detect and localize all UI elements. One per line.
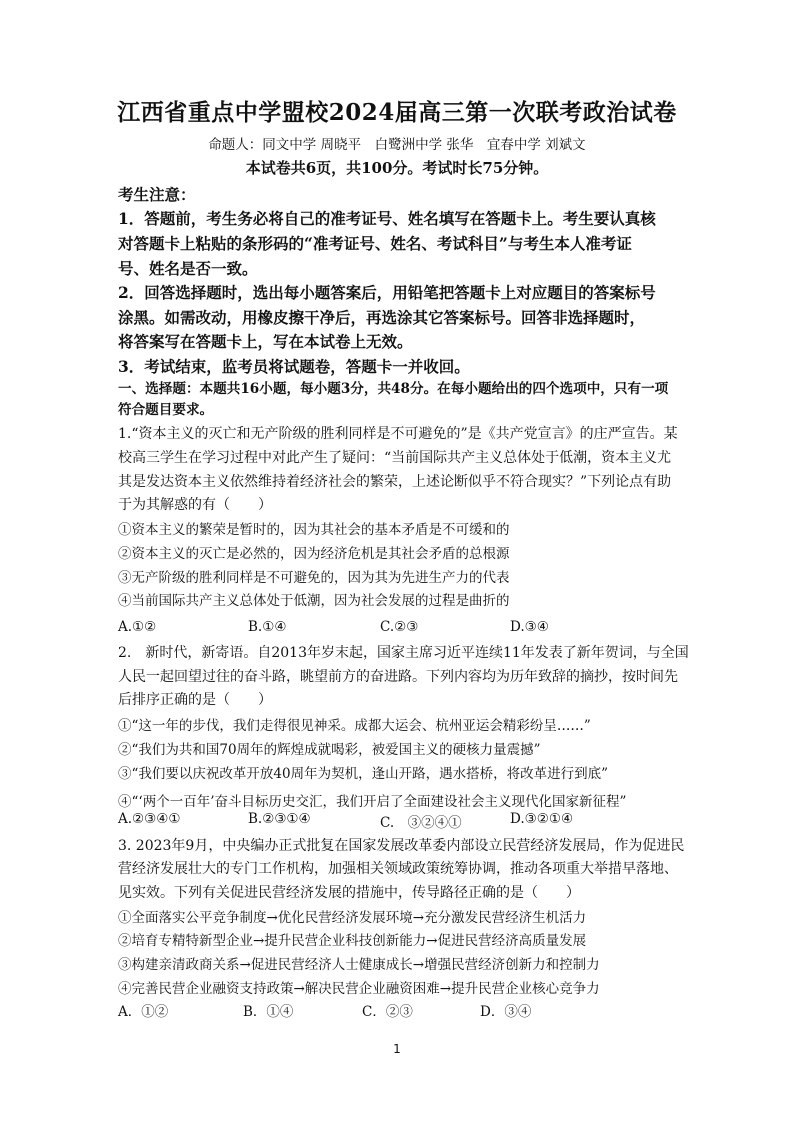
notice-line: 将答案写在答题卡上，写在本试卷上无效。 <box>118 332 413 351</box>
question-2-option: ④“‘两个一百年’奋斗目标历史交汇，我们开启了全面建设社会主义现代化国家新征程” <box>118 794 627 810</box>
question-1-stem: 于为其解惑的有（ ） <box>118 497 272 513</box>
section-heading: 一、选择题：本题共16小题，每小题3分，共48分。在每小题给出的四个选项中，只有一项 <box>118 381 669 397</box>
question-3-option: ②培育专精特新型企业→提升民营企业科技创新能力→促进民营经济高质量发展 <box>118 933 587 949</box>
question-2-stem: 人民一起回望过往的奋斗路，眺望前方的奋进路。下列内容均为历年致辞的摘抄，按时间先 <box>118 669 678 685</box>
choice-a: A.②③④① <box>118 811 181 827</box>
notice-heading: 考生注意： <box>118 185 196 204</box>
choice-c: C.②③ <box>380 619 419 635</box>
question-2-option: ③“我们要以庆祝改革开放40周年为契机，逢山开路，遇水搭桥，将改革进行到底” <box>118 766 608 782</box>
choice-a: A．①② <box>118 1004 169 1020</box>
question-2-stem: 后排序正确的是（ ） <box>118 692 272 708</box>
exam-info: 本试卷共6页，共100分。考试时长75分钟。 <box>245 159 549 177</box>
question-1-option: ②资本主义的灭亡是必然的，因为经济危机是其社会矛盾的总根源 <box>118 546 510 562</box>
choice-d: D.③②①④ <box>510 811 574 827</box>
question-3-stem: 见实效。下列有关促进民营经济发展的措施中，传导路径正确的是（ ） <box>118 885 580 901</box>
question-2-stem: 2. 新时代，新寄语。自2013年岁末起，国家主席习近平连续11年发表了新年贺词，与全国 <box>118 645 689 661</box>
page-number: 1 <box>393 1042 401 1056</box>
question-2-option: ②“我们为共和国70周年的辉煌成就喝彩，被爱国主义的硬核力量震撼” <box>118 742 541 758</box>
question-3-stem: 3. 2023年9月，中央编办正式批复在国家发展改革委内部设立民营经济发展局，作为促进民 <box>118 838 685 854</box>
choice-d: D．③④ <box>480 1004 532 1020</box>
question-1-option: ①资本主义的繁荣是暂时的，因为其社会的基本矛盾是不可缓和的 <box>118 522 510 538</box>
notice-line: 1．答题前，考生务必将自己的准考证号、姓名填写在答题卡上。考生要认真核 <box>118 209 656 228</box>
notice-line: 对答题卡上粘贴的条形码的“准考证号、姓名、考试科目”与考生本人准考证 <box>118 234 632 253</box>
notice-line: 2．回答选择题时，选出每小题答案后，用铅笔把答题卡上对应题目的答案标号 <box>118 283 656 302</box>
question-3-option: ①全面落实公平竞争制度→优化民营经济发展环境→充分激发民营经济生机活力 <box>118 910 587 926</box>
exam-title: 江西省重点中学盟校2024届高三第一次联考政治试卷 <box>117 99 677 126</box>
question-3-stem: 营经济发展壮大的专门工作机构，加强相关领域政策统筹协调，推动各项重大举措早落地、 <box>118 861 678 877</box>
notice-line: 涂黑。如需改动，用橡皮擦干净后，再选涂其它答案标号。回答非选择题时， <box>118 308 646 327</box>
notice-line: 号、姓名是否一致。 <box>118 259 258 278</box>
choice-c: C．②③ <box>362 1004 413 1020</box>
choice-a: A.①② <box>118 619 157 635</box>
question-1-option: ③无产阶级的胜利同样是不可避免的，因为其为先进生产力的代表 <box>118 570 510 586</box>
question-3-option: ③构建亲清政商关系→促进民营经济人士健康成长→增强民营经济创新力和控制力 <box>118 957 600 973</box>
question-1-stem: 1.“资本主义的灭亡和无产阶级的胜利同样是不可避免的”是《共产党宣言》的庄严宣告。某 <box>118 426 678 442</box>
choice-c: C. ③②④① <box>380 815 462 831</box>
notice-line: 3．考试结束，监考员将试题卷，答题卡一并收回。 <box>118 357 470 376</box>
exam-authors: 命题人：同文中学 周晓平 白鹭洲中学 张华 宜春中学 刘斌文 <box>208 137 586 153</box>
question-1-option: ④当前国际共产主义总体处于低潮，因为社会发展的过程是曲折的 <box>118 593 510 609</box>
section-heading: 符合题目要求。 <box>118 402 214 418</box>
choice-b: B.①④ <box>248 619 287 635</box>
question-1-stem: 校高三学生在学习过程中对此产生了疑问：“当前国际共产主义总体处于低潮，资本主义尤 <box>118 450 672 466</box>
choice-b: B.②③①④ <box>248 811 311 827</box>
question-1-stem: 其是发达资本主义依然维持着经济社会的繁荣，上述论断似乎不符合现实？”下列论点有助 <box>118 474 672 490</box>
question-2-option: ①“这一年的步伐，我们走得很见神采。成都大运会、杭州亚运会精彩纷呈……” <box>118 718 591 734</box>
choice-d: D.③④ <box>510 619 549 635</box>
question-3-option: ④完善民营企业融资支持政策→解决民营企业融资困难→提升民营企业核心竞争力 <box>118 981 600 997</box>
choice-b: B．①④ <box>243 1004 294 1020</box>
